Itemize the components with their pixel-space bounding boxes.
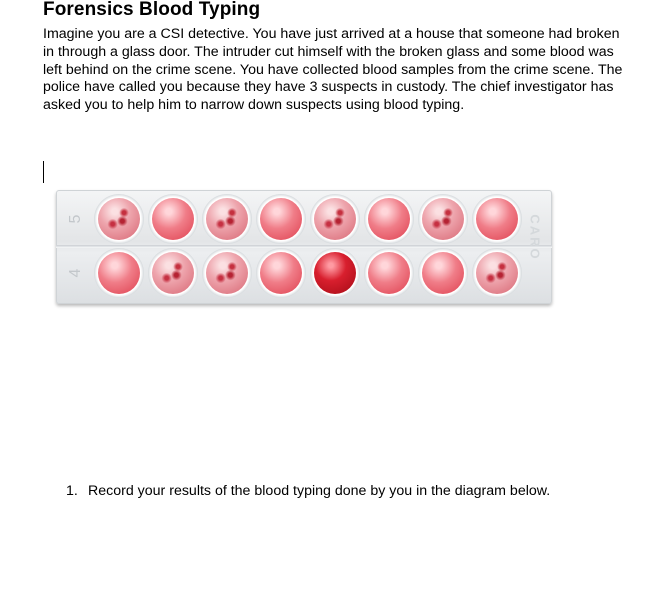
page-title: Forensics Blood Typing <box>43 0 261 20</box>
task-item <box>66 483 550 499</box>
blood-sample-clear <box>260 198 302 240</box>
blood-sample-clear <box>98 252 140 294</box>
plate-well <box>148 248 198 298</box>
blood-sample-clear <box>152 198 194 240</box>
plate-well <box>418 194 468 244</box>
blood-sample-clumped <box>314 198 356 240</box>
blood-sample-clumped <box>206 252 248 294</box>
intro-paragraph: Imagine you are a CSI detective. You have just arrived at a house that someone had broken in through a glass door. The intruder cut himself with the broken glass and some blood was left behind on the crime scene. You have collected blood samples from the crime scene. The police have called you because they have 3 suspects in custody. The chief investigator has asked you to help him to narrow down suspects using blood typing. <box>43 26 623 114</box>
text-cursor <box>43 161 44 183</box>
blood-typing-plate-image <box>56 190 552 304</box>
plate-well <box>202 194 252 244</box>
blood-sample-clumped <box>152 252 194 294</box>
plate-well <box>364 248 414 298</box>
plate-well <box>310 194 360 244</box>
task-text: Record your results of the blood typing done by you in the diagram below. <box>88 483 551 499</box>
blood-sample-clear <box>368 198 410 240</box>
well-row-top <box>94 194 526 244</box>
lane-label-top: 5 <box>67 214 84 224</box>
plate-well <box>202 248 252 298</box>
blood-sample-clear <box>260 252 302 294</box>
blood-sample-clear <box>422 252 464 294</box>
plate-well <box>256 248 306 298</box>
plate-brand-label: CARO <box>527 214 543 261</box>
task-number: 1. <box>66 483 78 499</box>
plate-well <box>148 194 198 244</box>
blood-sample-clear <box>476 198 518 240</box>
blood-sample-clumped <box>476 252 518 294</box>
plate-well <box>94 248 144 298</box>
plate-well <box>418 248 468 298</box>
well-row-bottom <box>94 248 526 298</box>
plate-well <box>364 194 414 244</box>
blood-sample-clumped <box>206 198 248 240</box>
plate-well <box>94 194 144 244</box>
blood-sample-clear <box>368 252 410 294</box>
lane-label-bottom: 4 <box>67 268 84 278</box>
blood-sample-dark <box>314 252 356 294</box>
blood-sample-clumped <box>98 198 140 240</box>
plate-well <box>472 248 522 298</box>
plate-well <box>472 194 522 244</box>
blood-sample-clumped <box>422 198 464 240</box>
plate-well <box>310 248 360 298</box>
plate-well <box>256 194 306 244</box>
